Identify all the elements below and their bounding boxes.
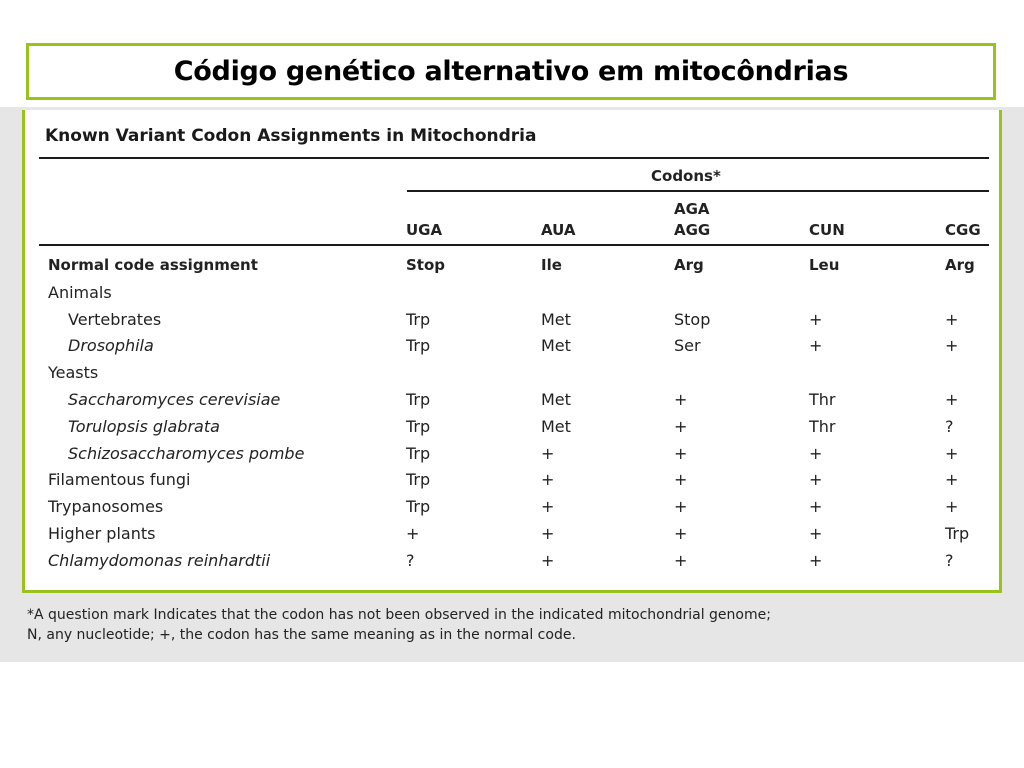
table-cell: Met: [541, 336, 571, 356]
row-label: Torulopsis glabrata: [68, 416, 220, 436]
table-cell: Trp: [406, 443, 431, 463]
table-cell: Ile: [541, 256, 562, 274]
row-label: Higher plants: [48, 524, 156, 543]
table-cell: +: [674, 416, 688, 436]
table-cell: Met: [541, 416, 571, 436]
column-header-line1: AGA: [674, 200, 710, 218]
table-cell: Trp: [406, 470, 431, 490]
table-cell: +: [541, 443, 555, 463]
table-cell: +: [945, 336, 959, 356]
table-cell: Stop: [406, 256, 446, 274]
table-cell: Trp: [406, 336, 431, 356]
row-label: Chlamydomonas reinhardtii: [48, 550, 271, 570]
table-cell: Thr: [809, 390, 836, 409]
table-cell: +: [945, 470, 959, 490]
table-cell: +: [674, 390, 688, 409]
table-cell: Trp: [406, 497, 431, 517]
table-cell: +: [809, 470, 823, 490]
table-cell: +: [809, 550, 823, 570]
row-label: Schizosaccharomyces pombe: [68, 443, 305, 463]
title-box: [26, 43, 996, 100]
table-cell: +: [674, 497, 688, 517]
table-cell: Thr: [809, 416, 836, 436]
table-cell: Arg: [674, 256, 704, 274]
table-cell: Trp: [406, 390, 431, 409]
table-cell: +: [674, 550, 688, 570]
row-label: Normal code assignment: [48, 256, 258, 274]
table-cell: Ser: [674, 336, 701, 356]
table-cell: +: [541, 550, 555, 570]
row-label: Animals: [48, 282, 112, 302]
table-cell: +: [541, 470, 555, 490]
table-cell: +: [945, 497, 959, 517]
row-label: Saccharomyces cerevisiae: [68, 390, 281, 409]
table-cell: ?: [945, 416, 954, 436]
column-header: CGG: [945, 221, 981, 239]
column-header: AGG: [674, 221, 711, 239]
column-header: UGA: [406, 221, 443, 239]
table-cell: +: [674, 470, 688, 490]
table-cell: +: [809, 309, 823, 329]
row-label: Trypanosomes: [48, 497, 164, 517]
rule-codons: [407, 190, 989, 192]
table-cell: +: [945, 309, 959, 329]
table-cell: +: [541, 497, 555, 517]
row-label: Yeasts: [48, 363, 99, 383]
table-cell: Met: [541, 390, 571, 409]
table-cell: +: [809, 336, 823, 356]
column-header: CUN: [809, 221, 845, 239]
footnote: *A question mark Indicates that the codon has not been observed in the indicated mitochondrial genome; N, any nucleotide; +, the codon has the same meaning as in the normal code.: [27, 607, 771, 643]
table-cell: +: [406, 524, 420, 543]
row-label: Vertebrates: [68, 309, 162, 329]
row-label: Filamentous fungi: [48, 470, 191, 490]
table-cell: ?: [406, 550, 415, 570]
table-cell: +: [541, 524, 555, 543]
rule-header-bottom: [39, 244, 989, 246]
table-cell: +: [674, 524, 688, 543]
table-cell: Trp: [406, 416, 431, 436]
table-cell: +: [674, 443, 688, 463]
table-cell: ?: [945, 550, 954, 570]
table-heading: Known Variant Codon Assignments in Mitochondria: [45, 126, 537, 146]
table-cell: +: [945, 390, 959, 409]
rule-top: [39, 157, 989, 159]
table-cell: Stop: [674, 309, 711, 329]
row-label: Drosophila: [68, 336, 154, 356]
table-panel: [22, 110, 1002, 593]
table-cell: Arg: [945, 256, 975, 274]
table-cell: +: [809, 443, 823, 463]
table-cell: +: [809, 497, 823, 517]
table-cell: Met: [541, 309, 571, 329]
slide-title: Código genético alternativo em mitocôndrias: [173, 56, 849, 87]
column-header: AUA: [541, 221, 576, 239]
table-cell: Trp: [406, 309, 431, 329]
table-cell: +: [945, 443, 959, 463]
table-cell: Leu: [809, 256, 840, 274]
codons-label: Codons*: [651, 167, 721, 185]
table-cell: Trp: [945, 524, 970, 543]
table-cell: +: [809, 524, 823, 543]
